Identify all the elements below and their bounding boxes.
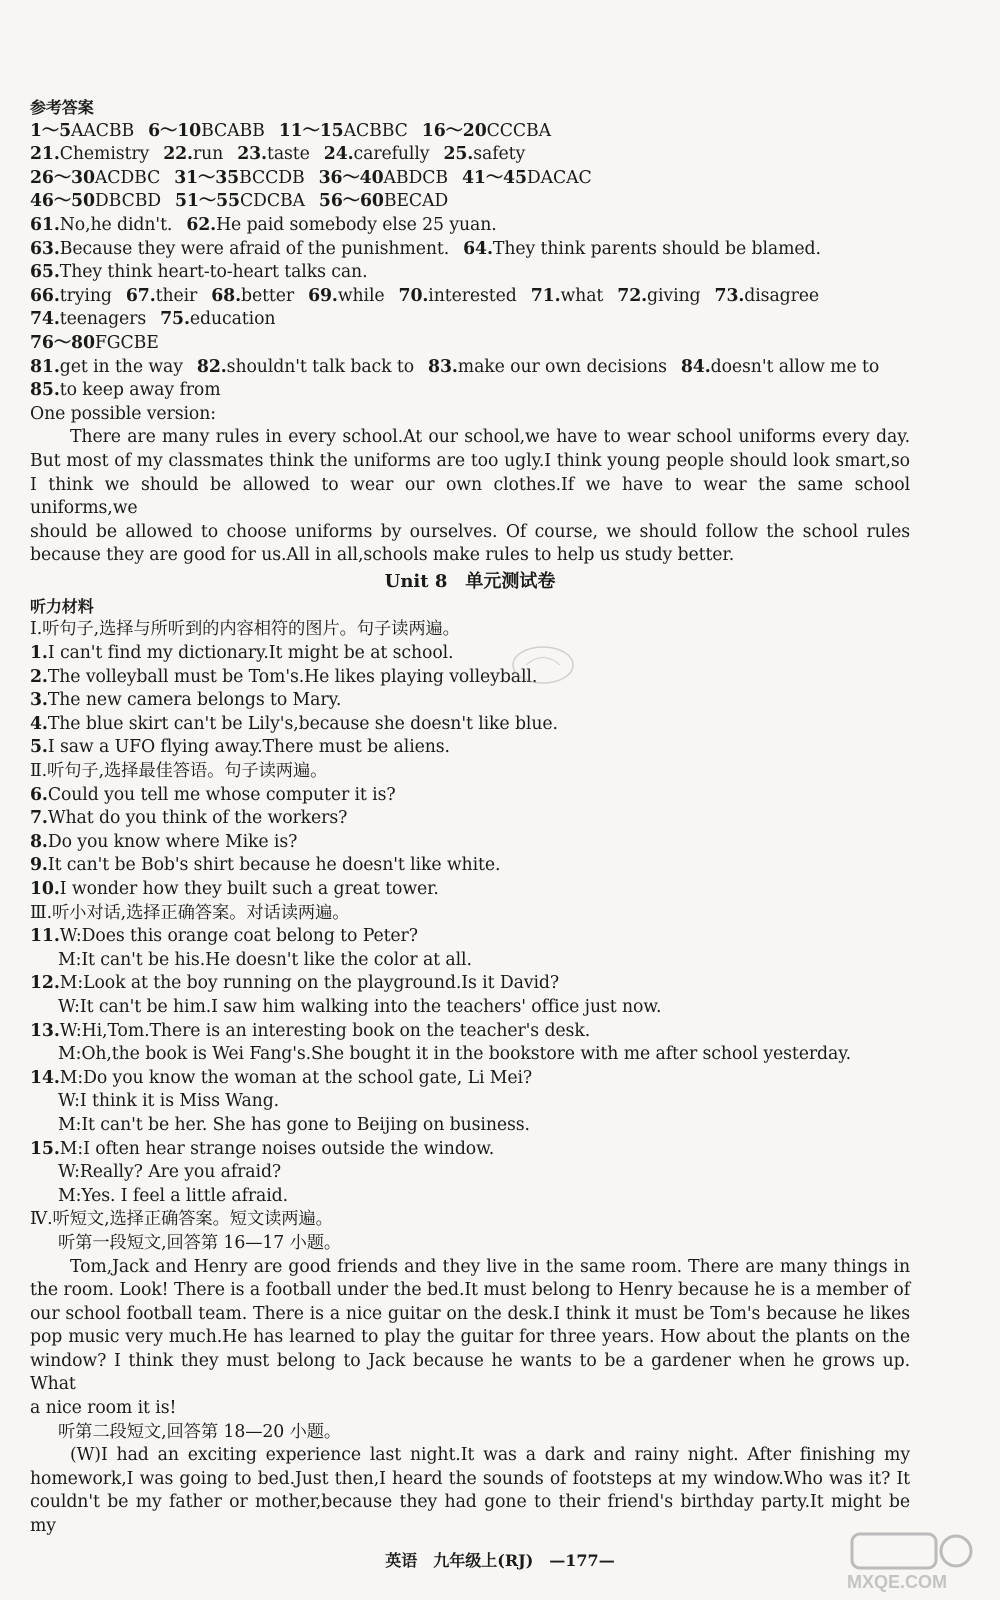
answer-number: 64. (463, 238, 493, 259)
item-text: M:Look at the boy running on the playground.Is it David? (59, 973, 560, 994)
item-text: I saw a UFO flying away.There must be aliens. (47, 737, 450, 758)
item-text: M:It can't be his.He doesn't like the color at all. (58, 949, 472, 970)
listening-item (30, 1138, 910, 1162)
item-number: 12. (30, 973, 60, 994)
essay-line: should be allowed to choose uniforms by ourselves. Of course, we should follow the school rules (30, 521, 910, 542)
item-text: I wonder how they built such a great tower. (59, 879, 439, 899)
answer-number: 56～60 (318, 191, 384, 212)
answer-number: 85. (30, 380, 60, 401)
item-number: 7. (30, 808, 48, 829)
passage-line: a nice room it is! (30, 1398, 177, 1419)
answer-value: shouldn't talk back to (226, 356, 415, 377)
answer-number: 41～45 (461, 167, 527, 188)
item-number: 4. (30, 713, 48, 734)
passage2 (30, 1444, 910, 1538)
passage1-label: 听第一段短文,回答第 16—17 小题。 (58, 1232, 342, 1253)
answer-number: 31～35 (174, 167, 240, 188)
passage-line: couldn't be my father or mother,because they had gone to their friend's birthday party.It might be my (30, 1492, 910, 1537)
item-text: Do you know where Mike is? (47, 831, 298, 852)
answer-number: 11～15 (278, 120, 344, 141)
answer-value: FGCBE (94, 332, 159, 353)
item-number: 13. (30, 1020, 60, 1041)
answer-row (30, 308, 910, 332)
item-text: W:Hi,Tom.There is an interesting book on the teacher's desk. (59, 1020, 591, 1041)
listening-item (30, 925, 910, 949)
answer-row (30, 238, 910, 262)
item-number: 14. (30, 1067, 60, 1088)
listening-item (30, 1090, 910, 1114)
watermark-text: MXQE.COM (846, 1572, 948, 1592)
listening-item (30, 1185, 910, 1209)
answer-value: They think parents should be blamed. (492, 238, 821, 259)
answer-number: 72. (617, 285, 648, 306)
answer-number: 51～55 (175, 191, 240, 212)
answer-number: 36～40 (318, 167, 384, 188)
answer-row (30, 379, 910, 403)
answer-row (30, 261, 910, 285)
answer-number: 16～20 (421, 120, 487, 141)
item-number: 2. (30, 666, 48, 687)
passage1 (30, 1256, 910, 1421)
answer-value: CDCBA (239, 191, 305, 212)
item-text: W:Really? Are you afraid? (58, 1162, 282, 1183)
section-label: Ⅱ.听句子,选择最佳答语。句子读两遍。 (30, 761, 328, 782)
listening-item (30, 1020, 910, 1044)
answer-number: 75. (160, 309, 190, 330)
answer-row (30, 167, 910, 191)
answer-value: better (240, 285, 295, 306)
answer-value: interested (428, 285, 517, 306)
passage-line: (W)I had an exciting experience last night.It was a dark and rainy night. After finishing my (70, 1445, 910, 1466)
answer-value: ACBBC (343, 120, 408, 141)
item-number: 10. (30, 879, 60, 899)
item-number: 6. (30, 784, 48, 805)
answer-number: 61. (30, 214, 60, 235)
answer-value: No,he didn't. (59, 214, 173, 235)
answer-number: 76～80 (30, 332, 95, 353)
faint-stamp-icon (508, 640, 578, 690)
answer-row (30, 356, 910, 380)
passage-line: Tom,Jack and Henry are good friends and they live in the same room. There are many things in (70, 1256, 910, 1277)
passage2-label: 听第二段短文,回答第 18—20 小题。 (58, 1421, 342, 1442)
answer-value: DBCBD (94, 191, 162, 212)
answer-value: safety (473, 144, 526, 165)
item-text: M:Yes. I feel a little afraid. (58, 1185, 289, 1206)
answer-value: BECAD (383, 191, 449, 212)
answer-row (30, 214, 910, 238)
item-text: The volleyball must be Tom's.He likes playing volleyball. (47, 666, 538, 687)
passage-line: pop music very much.He has learned to play the guitar for three years. How about the plants on the (30, 1327, 910, 1348)
item-text: It can't be Bob's shirt because he doesn't like white. (47, 855, 501, 876)
essay-line: I think we should be allowed to wear our own clothes.If we have to wear the same school uniforms,we (30, 474, 910, 519)
item-number: 8. (30, 831, 48, 852)
answer-row (30, 285, 910, 309)
sample-essay (30, 426, 910, 568)
item-text: W:I think it is Miss Wang. (58, 1091, 280, 1112)
listening-item (30, 1114, 910, 1138)
section-label: Ⅰ.听句子,选择与所听到的内容相符的图片。句子读两遍。 (30, 619, 460, 640)
page-footer: 英语 九年级上(RJ) —177— (385, 1551, 615, 1570)
listening-item (30, 1067, 910, 1091)
passage-line: homework,I was going to bed.Just then,I heard the sounds of footsteps at my window.Who was it? It (30, 1468, 910, 1489)
item-text: What do you think of the workers? (47, 808, 348, 829)
item-text: M:Do you know the woman at the school gate, Li Mei? (59, 1067, 533, 1088)
item-number: 5. (30, 737, 48, 758)
answer-row (30, 120, 910, 144)
answer-value: get in the way (59, 356, 183, 377)
listening-item (30, 996, 910, 1020)
answer-number: 81. (30, 356, 60, 377)
answer-value: ACDBC (94, 167, 161, 188)
listening-sections (30, 618, 910, 1231)
listening-item (30, 1161, 910, 1185)
answer-number: 67. (125, 285, 156, 306)
answer-number: 63. (30, 238, 60, 259)
answer-number: 69. (308, 285, 338, 306)
answers-heading: 参考答案 (30, 98, 94, 117)
answer-row (30, 143, 910, 167)
answer-number: 68. (211, 285, 241, 306)
passage-line: the room. Look! There is a football under the bed.It must belong to Henry because he is a member of (30, 1280, 910, 1301)
version-label: One possible version: (30, 403, 216, 424)
answer-number: 73. (714, 285, 745, 306)
listening-item (30, 784, 910, 808)
answer-number: 1～5 (30, 120, 72, 141)
listening-item (30, 689, 910, 713)
item-text: The blue skirt can't be Lily's,because she doesn't like blue. (47, 713, 558, 734)
listening-item (30, 949, 910, 973)
listening-item (30, 878, 910, 902)
item-text: M:I often hear strange noises outside the window. (59, 1138, 495, 1159)
answer-value: carefully (353, 144, 430, 165)
answer-value: DACAC (526, 167, 592, 188)
answer-number: 70. (398, 285, 429, 306)
item-number: 15. (30, 1138, 60, 1159)
listening-item (30, 807, 910, 831)
item-text: W:Does this orange coat belong to Peter? (59, 926, 418, 947)
answer-value: make our own decisions (457, 356, 667, 377)
item-text: I can't find my dictionary.It might be at school. (47, 643, 454, 664)
answer-number: 71. (530, 285, 561, 306)
item-number: 11. (30, 926, 60, 947)
listening-item (30, 642, 910, 666)
answer-value: what (560, 285, 604, 306)
answer-value: Chemistry (59, 144, 150, 165)
answer-number: 25. (443, 144, 474, 165)
item-text: M:Oh,the book is Wei Fang's.She bought it in the bookstore with me after school yesterday. (58, 1044, 851, 1065)
section-label: Ⅲ.听小对话,选择正确答案。对话读两遍。 (30, 902, 350, 923)
listening-item (30, 736, 910, 760)
watermark-logo-icon (812, 1532, 982, 1592)
answer-number: 26～30 (30, 167, 95, 188)
answer-number: 22. (163, 144, 193, 165)
document-page (30, 96, 910, 1539)
answer-number: 84. (680, 356, 711, 377)
essay-line: because they are good for us.All in all,schools make rules to help us study better. (30, 545, 735, 566)
answer-value: while (337, 285, 385, 306)
listening-item (30, 972, 910, 996)
answer-value: education (189, 309, 276, 330)
answer-number: 6～10 (148, 120, 202, 141)
answer-value: doesn't allow me to (710, 356, 880, 377)
answer-value: trying (59, 285, 112, 306)
item-number: 3. (30, 690, 48, 711)
answer-value: taste (266, 144, 310, 165)
item-text: The new camera belongs to Mary. (47, 690, 342, 711)
item-number: 9. (30, 855, 48, 876)
answer-number: 21. (30, 144, 60, 165)
essay-line: But most of my classmates think the uniforms are too ugly.I think young people should look smart,so (30, 450, 910, 471)
passage-line: our school football team. There is a nice guitar on the desk.I think it must be Tom's because he likes (30, 1303, 910, 1324)
answer-number: 46～50 (30, 191, 95, 212)
listening-item (30, 666, 910, 690)
answer-value: run (192, 144, 224, 165)
answer-value: teenagers (59, 309, 147, 330)
answer-number: 62. (186, 214, 217, 235)
item-number: 1. (30, 643, 48, 664)
answer-number: 24. (323, 144, 354, 165)
unit-title: Unit 8 单元测试卷 (384, 570, 556, 592)
answer-row (30, 190, 910, 214)
answer-value: They think heart-to-heart talks can. (59, 262, 368, 283)
answer-value: disagree (744, 285, 820, 306)
listening-item (30, 713, 910, 737)
answer-value: their (155, 285, 198, 306)
answer-value: giving (647, 285, 701, 306)
answer-number: 74. (30, 309, 60, 330)
answer-value: BCCDB (239, 167, 305, 188)
essay-line: There are many rules in every school.At our school,we have to wear school uniforms every day. (70, 427, 910, 448)
listening-item (30, 854, 910, 878)
section-label: Ⅳ.听短文,选择正确答案。短文读两遍。 (30, 1209, 333, 1230)
passage-line: window? I think they must belong to Jack because he wants to be a gardener when he grows up. What (30, 1350, 910, 1395)
item-text: W:It can't be him.I saw him walking into the teachers' office just now. (58, 996, 662, 1017)
answer-value: He paid somebody else 25 yuan. (216, 214, 497, 235)
answer-value: Because they were afraid of the punishment. (59, 238, 450, 259)
answer-number: 83. (428, 356, 458, 377)
answer-number: 65. (30, 262, 60, 283)
answer-number: 23. (237, 144, 267, 165)
answer-number: 82. (196, 356, 227, 377)
item-text: Could you tell me whose computer it is? (47, 784, 396, 805)
answer-row (30, 332, 910, 356)
listening-item (30, 1043, 910, 1067)
answer-value: ABDCB (383, 167, 448, 188)
answer-value: to keep away from (59, 380, 221, 401)
answer-value: BCABB (201, 120, 265, 141)
answer-value: CCCBA (486, 120, 552, 141)
answer-number: 66. (30, 285, 60, 306)
answer-rows (30, 120, 910, 403)
listening-heading: 听力材料 (30, 596, 94, 616)
listening-item (30, 831, 910, 855)
item-text: M:It can't be her. She has gone to Beijing on business. (58, 1114, 530, 1135)
answer-value: AACBB (71, 120, 135, 141)
